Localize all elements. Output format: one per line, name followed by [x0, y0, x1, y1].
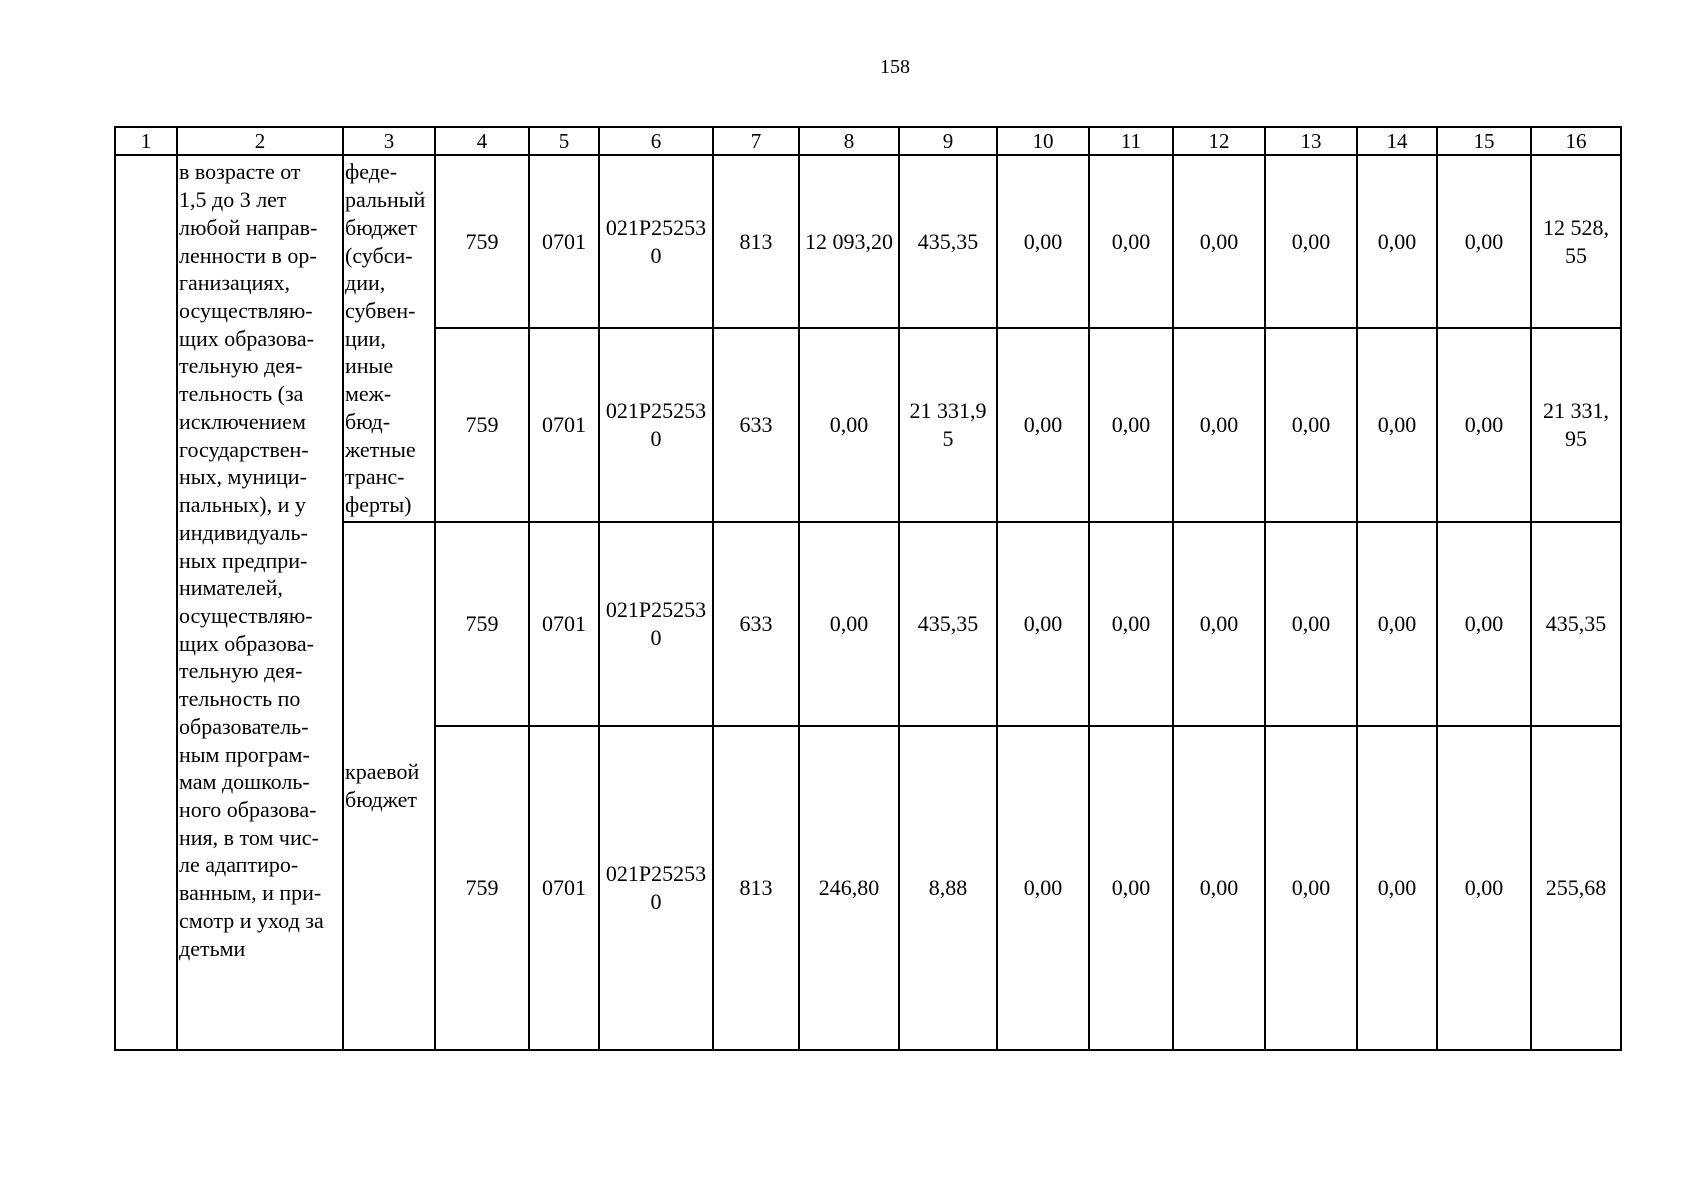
table-cell: 0,00 — [799, 522, 899, 726]
table-cell: 0,00 — [1437, 522, 1531, 726]
column-header: 5 — [529, 127, 599, 155]
table-cell: 021P25253 0 — [599, 328, 713, 522]
total-cell: 255,68 — [1531, 726, 1621, 1050]
table-cell: 12 093,20 — [799, 155, 899, 327]
table-cell: 0,00 — [1437, 726, 1531, 1050]
row-number-cell — [115, 155, 177, 1049]
column-header: 2 — [177, 127, 343, 155]
column-header: 7 — [713, 127, 799, 155]
column-header: 6 — [599, 127, 713, 155]
table-cell: 0,00 — [1089, 726, 1173, 1050]
funding-source-federal: феде- ральный бюджет (субси- дии, субвен- ции, иные меж- бюд- жетные транс- ферты) — [343, 155, 435, 521]
table-cell: 633 — [713, 522, 799, 726]
column-header: 4 — [435, 127, 529, 155]
table-cell: 813 — [713, 155, 799, 327]
column-header: 3 — [343, 127, 435, 155]
column-header: 12 — [1173, 127, 1265, 155]
table-row — [115, 155, 1621, 327]
table-cell: 0,00 — [1173, 155, 1265, 327]
table-cell: 0,00 — [1089, 155, 1173, 327]
table-cell: 021P25253 0 — [599, 726, 713, 1050]
table-cell: 759 — [435, 726, 529, 1050]
table-cell: 0,00 — [997, 328, 1089, 522]
table-cell: 435,35 — [899, 155, 997, 327]
table-cell: 759 — [435, 328, 529, 522]
funding-source-regional: краевой бюджет — [343, 522, 435, 1050]
table-cell: 0701 — [529, 522, 599, 726]
column-header: 16 — [1531, 127, 1621, 155]
table-cell: 0,00 — [1357, 155, 1437, 327]
table-cell: 759 — [435, 522, 529, 726]
table-cell: 0701 — [529, 726, 599, 1050]
table-cell: 8,88 — [899, 726, 997, 1050]
table-cell: 0,00 — [1173, 726, 1265, 1050]
table-cell: 0,00 — [997, 726, 1089, 1050]
column-header: 10 — [997, 127, 1089, 155]
header-row — [115, 127, 1621, 155]
column-header: 13 — [1265, 127, 1357, 155]
table-cell: 435,35 — [899, 522, 997, 726]
table-cell: 021P25253 0 — [599, 522, 713, 726]
column-header: 14 — [1357, 127, 1437, 155]
table-cell: 0,00 — [997, 155, 1089, 327]
column-header: 11 — [1089, 127, 1173, 155]
table-cell: 21 331,9 5 — [899, 328, 997, 522]
table-cell: 759 — [435, 155, 529, 327]
column-header: 9 — [899, 127, 997, 155]
total-cell: 435,35 — [1531, 522, 1621, 726]
table-cell: 0,00 — [1265, 328, 1357, 522]
table-cell: 813 — [713, 726, 799, 1050]
column-header: 8 — [799, 127, 899, 155]
column-header: 1 — [115, 127, 177, 155]
table-cell: 0,00 — [1173, 328, 1265, 522]
table-cell: 633 — [713, 328, 799, 522]
table-cell: 0,00 — [1089, 328, 1173, 522]
total-cell: 21 331, 95 — [1531, 328, 1621, 522]
description-cell: в возрасте от 1,5 до 3 лет любой направ- ленности в ор- ганизациях, осуществляю- щих образова- тельную дея- тельность (за исключением государствен- ных, муници- пальных), и у индивидуаль- ных предпри- нимателей, осуществляю- щих образова- тельную дея- тельность по образователь- ным програм- мам дошколь- ного образова- ния, в том чис- ле адаптиро- ванным, и при- смотр и уход за детьми — [177, 155, 343, 1049]
table-cell: 0,00 — [1173, 522, 1265, 726]
table-cell: 0701 — [529, 328, 599, 522]
total-cell: 12 528, 55 — [1531, 155, 1621, 327]
table-cell: 0,00 — [1357, 726, 1437, 1050]
table-cell: 0,00 — [1089, 522, 1173, 726]
table-cell: 0701 — [529, 155, 599, 327]
table-cell: 0,00 — [1357, 328, 1437, 522]
page-number: 158 — [880, 56, 910, 78]
table-cell: 021P25253 0 — [599, 155, 713, 327]
table-cell: 246,80 — [799, 726, 899, 1050]
column-header: 15 — [1437, 127, 1531, 155]
table-cell: 0,00 — [1357, 522, 1437, 726]
table-cell: 0,00 — [1437, 328, 1531, 522]
table-cell: 0,00 — [1437, 155, 1531, 327]
table-cell: 0,00 — [1265, 155, 1357, 327]
table-cell: 0,00 — [1265, 522, 1357, 726]
table-cell: 0,00 — [1265, 726, 1357, 1050]
table-cell: 0,00 — [799, 328, 899, 522]
table-cell: 0,00 — [997, 522, 1089, 726]
budget-table — [114, 126, 1622, 1051]
